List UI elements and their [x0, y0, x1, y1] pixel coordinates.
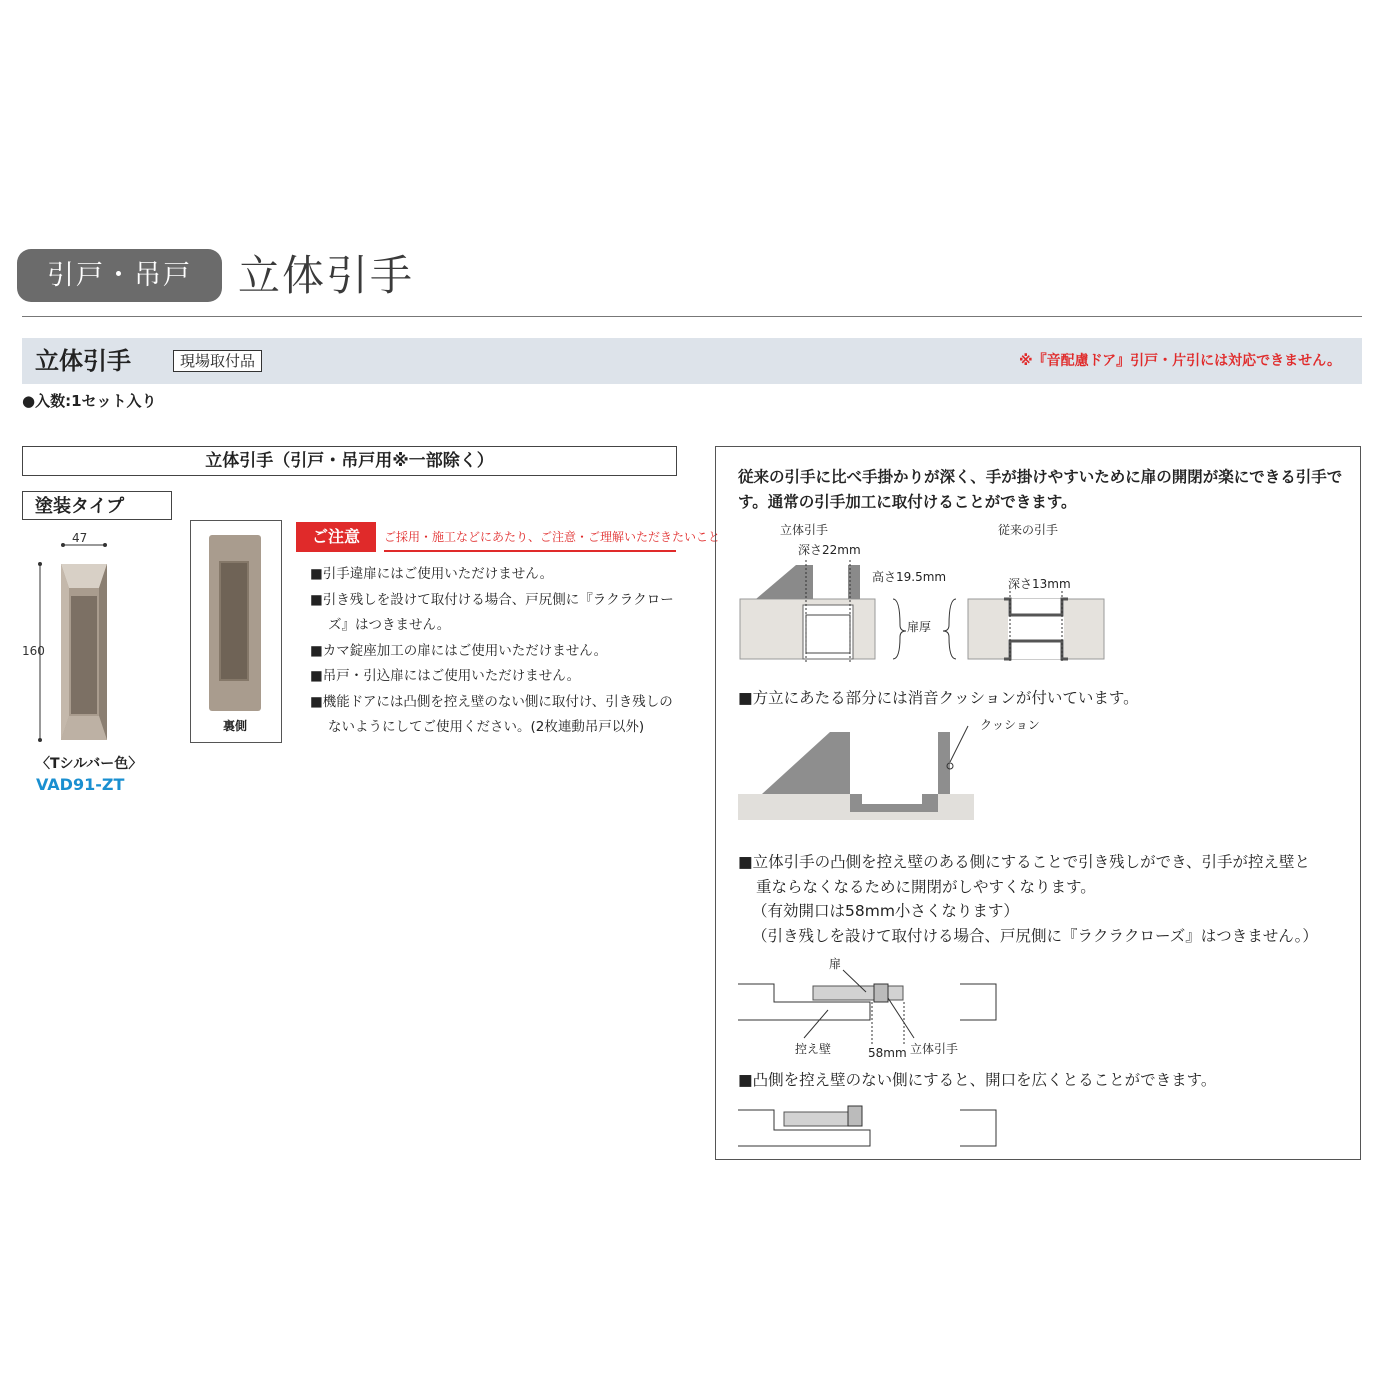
color-caption: 〈Tシルバー色〉	[36, 756, 143, 772]
convex-note-line: （有効開口は58mm小さくなります）	[752, 902, 1019, 920]
convex-note-line: ■立体引手の凸側を控え壁のある側にすることで引き残しができ、引手が控え壁と	[738, 853, 1311, 871]
caution-item: ■カマ錠座加工の扉にはご使用いただけません。	[310, 642, 608, 659]
diagram1-left-label: 立体引手	[780, 523, 829, 537]
caution-item: ■吊戸・引込扉にはご使用いただけません。	[310, 668, 581, 684]
caution-tag: ご注意	[296, 522, 376, 552]
product-front-image	[25, 528, 165, 753]
caution-item: ■機能ドアには凸側を控え壁のない側に取付け、引き残しのないようにしてご使用ください。(2枚連動吊戸以外)	[310, 693, 673, 735]
cushion-label: クッション	[980, 718, 1040, 732]
width-dimension: 47	[72, 531, 88, 545]
caution-item: ■引手違扉にはご使用いただけません。	[310, 566, 554, 582]
caution-list	[310, 562, 680, 741]
convex-note-line: 重ならなくなるために開閉がしやすくなります。	[756, 877, 1096, 896]
caution-header-text: ご採用・施工などにあたり、ご注意・ご理解いただきたいこと	[384, 522, 676, 552]
diagram1-left-height: 高さ19.5mm	[872, 570, 947, 584]
product-back-image	[205, 533, 265, 713]
gap-label: 58mm	[868, 1046, 907, 1060]
handle-comparison-diagram	[738, 555, 1108, 665]
wide-opening-diagram	[738, 1100, 1000, 1150]
back-side-label: 裏側	[222, 719, 247, 733]
door-thickness-label: 扉厚	[907, 620, 932, 634]
diagram1-right-label: 従来の引手	[998, 523, 1059, 537]
type-label: 塗装タイプ	[22, 491, 172, 520]
convex-note	[738, 850, 1358, 948]
diagram1-left-depth: 深さ22mm	[798, 543, 861, 557]
title-divider	[22, 316, 1362, 317]
height-dimension: 160	[22, 644, 45, 658]
category-badge: 引戸・吊戸	[17, 249, 222, 302]
convex-note-line: （引き残しを設けて取付ける場合、戸尻側に『ラクラクローズ』はつきません。）	[752, 926, 1318, 945]
quantity-note: ●入数:1セット入り	[22, 392, 157, 410]
open-note: ■凸側を控え壁のない側にすると、開口を広くとることができます。	[738, 1071, 1217, 1089]
model-number: VAD91-ZT	[36, 775, 125, 794]
diagram1-right-depth: 深さ13mm	[1008, 577, 1071, 591]
installation-diagram	[738, 968, 1000, 1046]
cushion-diagram	[738, 722, 978, 824]
feature-intro: 従来の引手に比べ手掛かりが深く、手が掛けやすいために扉の開閉が楽にできる引手です。通常の引手加工に取付けることができます。	[738, 468, 1343, 511]
onsite-label: 現場取付品	[173, 350, 262, 372]
compatibility-notice: ※『音配慮ドア』引戸・片引には対応できません。	[1018, 353, 1341, 369]
wall-label: 控え壁	[795, 1042, 832, 1056]
door-label: 扉	[829, 957, 842, 971]
page-title: 立体引手	[238, 251, 415, 300]
section-title: 立体引手	[35, 347, 131, 375]
cushion-note: ■方立にあたる部分には消音クッションが付いています。	[738, 689, 1139, 707]
product-header: 立体引手（引戸・吊戸用※一部除く）	[22, 446, 677, 476]
handle-label: 立体引手	[910, 1042, 959, 1056]
caution-item: ■引き残しを設けて取付ける場合、戸尻側に『ラクラクローズ』はつきません。	[310, 591, 674, 633]
